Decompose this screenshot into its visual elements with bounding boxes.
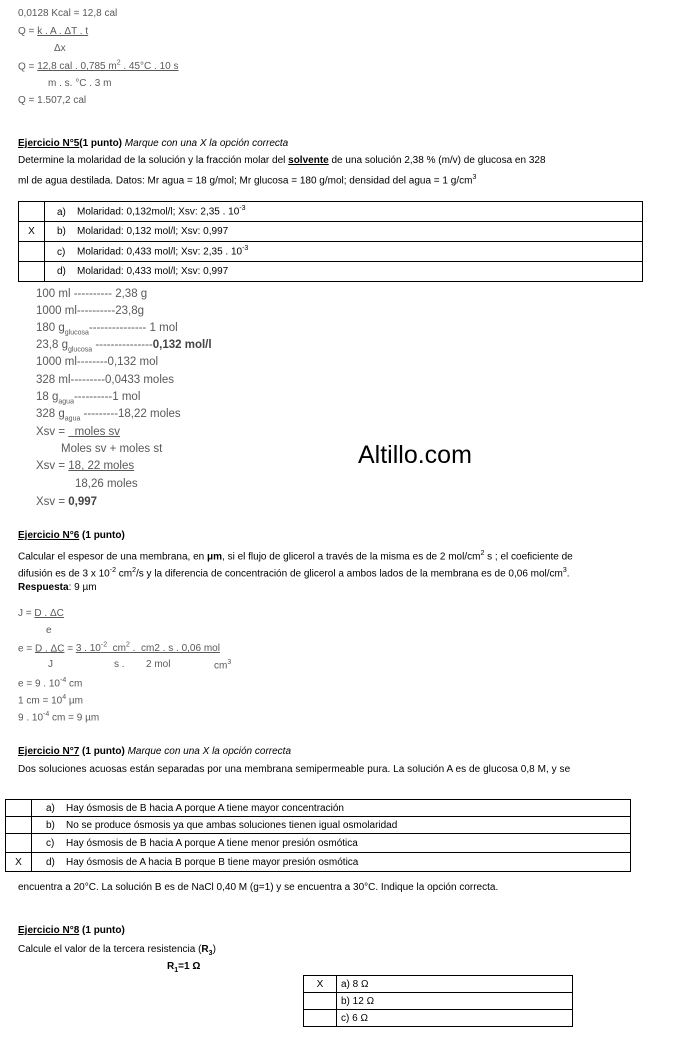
text: ml de agua destilada. Datos: Mr agua = 18 g/mol; Mr glucosa = 180 g/mol; densidad del agua = 1 g/cm — [18, 175, 473, 187]
option-label: No se produce ósmosis ya que ambas soluciones tienen igual osmolaridad — [66, 819, 398, 831]
sub: agua — [58, 398, 74, 406]
exercise-6-heading — [18, 530, 125, 541]
option-letter: c) — [46, 837, 55, 849]
calc-numerator: 3 . 10 — [75, 643, 101, 655]
exercise-5-heading — [18, 138, 288, 149]
text-bold: R — [201, 944, 209, 955]
option-mark[interactable] — [19, 262, 45, 282]
calc-denominator: m . s. °C . 3 m — [48, 78, 112, 89]
calc-numerator: . cm2 . s . 0,06 mol — [129, 643, 220, 655]
text: = — [64, 643, 76, 655]
exercise-title: Ejercicio N°6 — [18, 530, 80, 541]
option-letter: c) — [57, 246, 66, 258]
option-text — [32, 853, 631, 872]
option-letter: d) — [57, 266, 66, 277]
option-label: c) 6 Ω — [337, 1010, 573, 1027]
calc-line — [36, 391, 140, 405]
exercise-5-statement — [18, 152, 546, 169]
text: , si el flujo de glicerol a través de la misma es de 2 mol/cm — [222, 551, 481, 563]
option-text — [32, 817, 631, 834]
option-row[interactable] — [6, 800, 631, 817]
option-mark[interactable] — [304, 1010, 337, 1027]
calc-numerator: D . ΔC — [34, 608, 64, 619]
sub: glucosa — [67, 346, 93, 354]
exercise-8-heading — [18, 925, 125, 936]
text: cm — [66, 678, 83, 690]
calc-numerator: cm — [107, 643, 126, 655]
sub: 1 — [174, 967, 179, 974]
text: R — [167, 961, 175, 972]
text-emphasis: solvente — [288, 155, 329, 166]
calc-line — [36, 408, 181, 422]
option-row[interactable] — [304, 1010, 573, 1027]
sup: 2 — [480, 550, 485, 557]
sup: -3 — [239, 205, 246, 213]
option-mark[interactable]: X — [304, 976, 337, 993]
sub: 3 — [208, 950, 213, 957]
exercise-points: (1 punto) — [79, 138, 123, 149]
exercise-7-heading — [18, 746, 291, 757]
exercise-7-statement: Dos soluciones acuosas están separadas por una membrana semipermeable pura. La solución A es de glucosa 0,8 M, y se — [18, 764, 571, 775]
calc-line: 1000 ml--------0,132 mol — [36, 356, 159, 368]
exercise-5-options — [18, 201, 643, 282]
text: de una solución 2,38 % (m/v) de glucosa en 328 — [328, 155, 546, 166]
text: --------------- — [92, 339, 153, 351]
option-row[interactable] — [19, 202, 643, 222]
exercise-6-statement-2 — [18, 562, 570, 582]
option-text — [45, 262, 643, 282]
exercise-title: Ejercicio N°5 — [18, 138, 80, 149]
calc-numerator: . 45°C . 10 s — [120, 61, 179, 73]
option-label: Hay ósmosis de A hacia B porque B tiene mayor presión osmótica — [66, 856, 359, 868]
exercise-instruction: Marque con una X la opción correcta — [124, 138, 289, 149]
option-row[interactable] — [6, 834, 631, 853]
text: ----------1 mol — [73, 391, 141, 403]
calc-denominator: e — [46, 625, 52, 636]
text: Determine la molaridad de la solución y la fracción molar del — [18, 155, 289, 166]
option-label: Hay ósmosis de B hacia A porque A tiene mayor concentración — [66, 802, 344, 814]
option-text — [32, 834, 631, 853]
text: Calcule el valor de la tercera resistencia ( — [18, 944, 202, 955]
option-mark[interactable] — [6, 834, 32, 853]
exercise-instruction: Marque con una X la opción correcta — [124, 746, 292, 757]
text: Calcular el espesor de una membrana, en — [18, 551, 207, 563]
calc-line: 1000 ml----------23,8g — [36, 305, 144, 317]
option-letter: d) — [46, 856, 55, 868]
option-row[interactable] — [304, 993, 573, 1010]
text: J = — [18, 608, 35, 619]
answer-label: Respuesta — [18, 582, 69, 593]
calc-line — [18, 642, 220, 654]
watermark: Altillo.com — [358, 441, 472, 469]
text: difusión es de 3 x 10 — [18, 568, 110, 580]
calc-line — [36, 322, 178, 336]
option-label: a) 8 Ω — [337, 976, 573, 993]
option-row[interactable] — [6, 853, 631, 872]
sup: 3 — [472, 174, 477, 181]
exercise-points: (1 punto) — [79, 530, 125, 541]
sup: -2 — [109, 567, 116, 574]
sup: 2 — [132, 567, 136, 574]
text: --------------- 1 mol — [88, 322, 178, 334]
option-mark[interactable] — [6, 800, 32, 817]
calc-line — [18, 677, 82, 689]
calc-line — [18, 60, 179, 72]
text: ---------18,22 moles — [80, 408, 181, 420]
text: cm — [214, 660, 228, 672]
calc-denominator: s . — [114, 659, 125, 670]
text: 18 g — [36, 391, 59, 403]
text: /s y la diferencia de concentración de glicerol a ambos lados de la membrana es de 0,06 mol/cm — [135, 568, 563, 580]
calc-text: Q = — [18, 61, 38, 73]
option-mark[interactable] — [304, 993, 337, 1010]
text: µm — [66, 695, 83, 707]
option-mark[interactable]: X — [6, 853, 32, 872]
text-bold: 0,997 — [68, 496, 98, 508]
option-row[interactable] — [304, 976, 573, 993]
text: cm — [115, 568, 133, 580]
calc-line — [36, 460, 134, 472]
calc-numerator: D . ΔC — [34, 643, 65, 655]
option-label: Molaridad: 0,433 mol/l; Xsv: 0,997 — [77, 266, 229, 277]
calc-numerator: 12,8 cal . 0,785 m — [37, 61, 117, 73]
calc-line — [18, 694, 83, 706]
text: 1 cm = 10 — [18, 695, 63, 707]
option-letter: a) — [57, 206, 66, 218]
option-text — [45, 242, 643, 262]
option-row[interactable] — [19, 262, 643, 282]
option-mark[interactable] — [19, 242, 45, 262]
text: 328 g — [36, 408, 65, 420]
option-text — [45, 222, 643, 242]
exercise-7-options — [5, 799, 631, 872]
option-mark[interactable]: X — [19, 222, 45, 242]
text: 9 . 10 — [18, 712, 44, 724]
calc-line — [18, 608, 64, 619]
calc-text: Q = — [18, 26, 38, 37]
calc-denominator: Δx — [54, 43, 66, 54]
option-text — [45, 202, 643, 222]
text: 180 g — [36, 322, 65, 334]
sup: -2 — [100, 642, 108, 649]
calc-denominator: Moles sv + moles st — [61, 443, 163, 455]
exercise-8-statement — [18, 941, 216, 962]
exercise-points: (1 punto) — [79, 925, 125, 936]
text: e = — [18, 643, 35, 655]
text-bold: 0,132 mol/l — [152, 339, 212, 351]
calc-line — [36, 426, 120, 438]
option-letter: a) — [46, 802, 55, 814]
calc-result — [36, 496, 97, 508]
sup: -4 — [59, 677, 67, 684]
option-row[interactable] — [6, 817, 631, 834]
sup: -3 — [242, 245, 249, 253]
text: Xsv = — [36, 426, 69, 438]
option-label: Molaridad: 0,132 mol/l; Xsv: 0,997 — [77, 226, 229, 237]
sub: glucosa — [64, 329, 89, 337]
calc-numerator: 18, 22 moles — [68, 460, 135, 472]
text: . — [566, 568, 570, 580]
sub: agua — [64, 415, 81, 423]
text: e = 9 . 10 — [18, 678, 60, 690]
exercise-8-options — [303, 975, 573, 1027]
calc-line: 100 ml ---------- 2,38 g — [36, 288, 148, 300]
text: Xsv = — [36, 496, 69, 508]
option-label: Molaridad: 0,132mol/l; Xsv: 2,35 . 10 — [77, 206, 240, 218]
option-row[interactable] — [19, 222, 643, 242]
calc-denominator: 2 mol — [146, 659, 171, 670]
calc-numerator: moles sv — [68, 426, 121, 438]
calc-result: Q = 1.507,2 cal — [18, 95, 87, 106]
option-letter: b) — [57, 226, 66, 237]
text: 23,8 g — [36, 339, 68, 351]
option-label: Hay ósmosis de B hacia A porque A tiene menor presión osmótica — [66, 837, 358, 849]
calc-denominator — [214, 659, 231, 671]
text: =1 Ω — [178, 961, 201, 972]
calc-denominator: 18,26 moles — [75, 478, 138, 490]
sup: 3 — [227, 659, 232, 666]
calc-line: 328 ml---------0,0433 moles — [36, 374, 175, 386]
sup: 4 — [62, 694, 67, 701]
sup: 2 — [126, 642, 130, 649]
sup: -4 — [43, 711, 50, 718]
text-bold: μm — [207, 551, 223, 563]
calc-line: 0,0128 Kcal = 12,8 cal — [18, 8, 118, 19]
sup: 3 — [562, 567, 567, 574]
text: s ; el coeficiente de — [484, 551, 573, 563]
exercise-5-statement-2 — [18, 169, 476, 189]
answer-value: : 9 µm — [68, 582, 97, 593]
calc-line — [18, 26, 88, 37]
exercise-7-statement-cont: encuentra a 20°C. La solución B es de NaCl 0,40 M (g=1) y se encuentra a 30°C. Indique la opción correcta. — [18, 882, 499, 893]
option-label: Molaridad: 0,433 mol/l; Xsv: 2,35 . 10 — [77, 246, 243, 258]
text: ) — [212, 944, 216, 955]
text: cm = 9 µm — [49, 712, 100, 724]
option-label: b) 12 Ω — [337, 993, 573, 1010]
text: Xsv = — [36, 460, 69, 472]
option-mark[interactable] — [19, 202, 45, 222]
option-row[interactable] — [19, 242, 643, 262]
calc-result — [18, 711, 99, 723]
exercise-title: Ejercicio N°8 — [18, 925, 80, 936]
exercise-title: Ejercicio N°7 — [18, 746, 80, 757]
option-letter: b) — [46, 819, 55, 831]
resistor-label — [167, 961, 200, 974]
exercise-points: (1 punto) — [79, 746, 125, 757]
exercise-6-answer — [18, 579, 97, 596]
option-mark[interactable] — [6, 817, 32, 834]
calc-line — [36, 339, 212, 353]
sup: 2 — [116, 60, 121, 67]
calc-numerator: k . A . ΔT . t — [37, 26, 89, 37]
calc-denominator: J — [48, 659, 53, 670]
option-text — [32, 800, 631, 817]
